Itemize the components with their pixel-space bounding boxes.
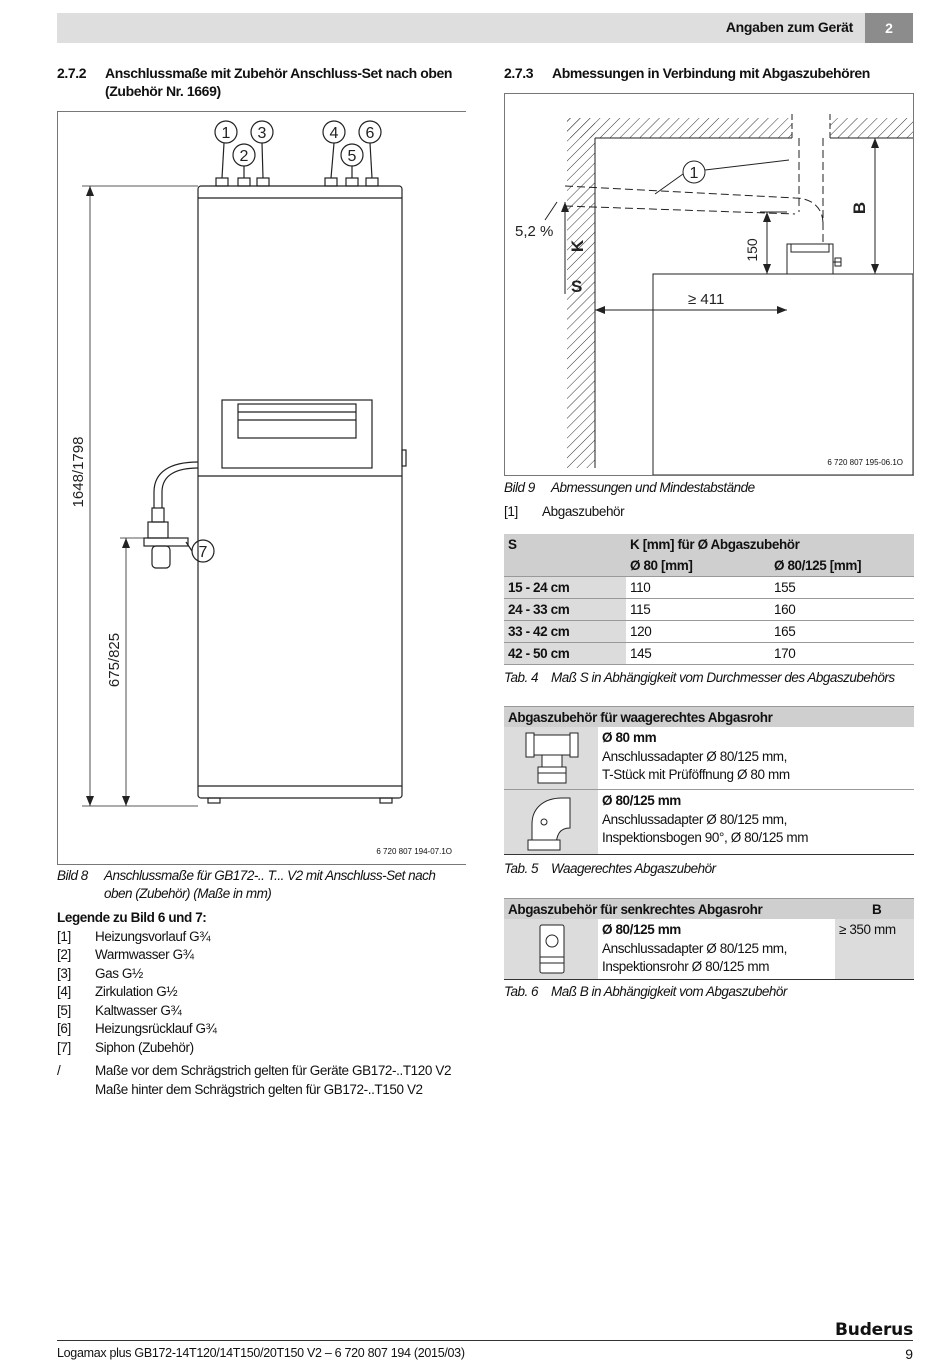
table-4 [504, 534, 914, 665]
label-k: K [568, 239, 587, 253]
table-6 [504, 898, 914, 980]
dim-150: 150 [744, 238, 760, 262]
page-number: 9 [905, 1346, 913, 1362]
table-row [504, 919, 914, 980]
label-s: S [571, 277, 583, 296]
table-6-b-value: ≥ 350 mm [835, 919, 914, 979]
bend-image [504, 790, 598, 854]
legend-item: [7] Siphon (Zubehör) [57, 1039, 194, 1055]
table-row [504, 727, 914, 790]
caption-text-line2: oben (Zubehör) (Maße in mm) [104, 886, 272, 901]
figure-9-legend: [1] Abgaszubehör [504, 504, 625, 519]
table-row: 33 - 42 cm 120 165 [504, 621, 914, 643]
buderus-logo: Buderus [835, 1320, 913, 1340]
table-6-row-text: Ø 80/125 mm Anschlussadapter Ø 80/125 mm, Inspektionsrohr Ø 80/125 mm [602, 922, 788, 974]
col-header-s: S [504, 534, 626, 555]
legend [57, 909, 477, 1099]
callout-4: 4 [329, 125, 339, 142]
section-heading-2-7-2 [57, 64, 477, 100]
section-title-line2: (Zubehör Nr. 1669) [105, 83, 221, 99]
legend-item: [5] Kaltwasser G¾ [57, 1002, 182, 1018]
figure-9-frame [504, 93, 914, 476]
legend-item: [2] Warmwasser G¾ [57, 947, 194, 962]
footer-rule [57, 1340, 913, 1341]
callout-1: 1 [221, 125, 231, 142]
table-row: 15 - 24 cm 110 155 [504, 577, 914, 599]
legend-item: [4] Zirkulation G½ [57, 984, 178, 999]
section-title: Anschlussmaße mit Zubehör Anschluss-Set nach oben [105, 65, 453, 81]
callout-6: 6 [365, 125, 375, 142]
callout-5: 5 [347, 148, 357, 165]
table-subheader-row [504, 555, 914, 577]
col-header-k: K [mm] für Ø Abgaszubehör [626, 534, 914, 555]
col-subheader-80: Ø 80 [mm] [626, 555, 770, 577]
caption-text: Abmessungen und Mindestabstände [551, 480, 755, 495]
section-number: 2.7.2 [57, 65, 87, 81]
legend-title: Legende zu Bild 6 und 7: [57, 910, 207, 925]
figure-9-drawing [505, 94, 913, 475]
caption-label: Bild 8 [57, 868, 88, 883]
figure-8-drawing [58, 112, 466, 864]
page-header [57, 13, 913, 43]
table-row: 42 - 50 cm 145 170 [504, 643, 914, 665]
table-5-row-1-text: Ø 80 mm Anschlussadapter Ø 80/125 mm, T-Stück mit Prüföffnung Ø 80 mm [602, 730, 790, 782]
dim-height: 1648/1798 [70, 436, 87, 508]
slope-label: 5,2 % [515, 223, 554, 240]
figure-9-caption [504, 479, 914, 497]
legend-item: [1] Heizungsvorlauf G¾ [57, 928, 211, 944]
legend-slash-note-2: Maße hinter dem Schrägstrich gelten für GB172-..T150 V2 [95, 1081, 423, 1097]
callout-2: 2 [239, 148, 249, 165]
callout-1: 1 [689, 165, 699, 182]
callout-3: 3 [257, 125, 267, 142]
col-subheader-80-125: Ø 80/125 [mm] [770, 555, 914, 577]
table-header-row [504, 534, 914, 555]
callout-7: 7 [198, 544, 208, 561]
figure-9-code: 6 720 807 195-06.1O [827, 458, 903, 467]
legend-item: [3] Gas G½ [57, 965, 143, 981]
footer-doc: Logamax plus GB172-14T120/14T150/20T150 V2 – 6 720 807 194 (2015/03) [57, 1346, 465, 1360]
table-6-header-b: B [872, 902, 882, 917]
legend-item: [6] Heizungsrücklauf G¾ [57, 1021, 217, 1036]
table-6-header: Abgaszubehör für senkrechtes Abgasrohr B [504, 898, 914, 919]
section-heading-2-7-3 [504, 64, 914, 82]
table-4-caption: Tab. 4 Maß S in Abhängigkeit vom Durchmesser des Abgaszubehörs [504, 670, 895, 685]
dim-411: ≥ 411 [688, 291, 725, 308]
figure-8-frame [57, 111, 466, 865]
header-title: Angaben zum Gerät [725, 19, 853, 35]
label-b: B [850, 201, 869, 215]
table-row [504, 790, 914, 855]
figure-8-caption [57, 867, 467, 903]
section-title: Abmessungen in Verbindung mit Abgaszubehören [552, 65, 870, 81]
table-5-caption: Tab. 5 Waagerechtes Abgaszubehör [504, 861, 716, 876]
table-5 [504, 706, 914, 855]
table-5-header: Abgaszubehör für waagerechtes Abgasrohr [504, 706, 914, 727]
inspection-pipe-image [504, 919, 598, 979]
table-6-caption: Tab. 6 Maß B in Abhängigkeit vom Abgaszubehör [504, 984, 787, 999]
table-row: 24 - 33 cm 115 160 [504, 599, 914, 621]
table-5-row-2-text: Ø 80/125 mm Anschlussadapter Ø 80/125 mm, Inspektionsbogen 90°, Ø 80/125 mm [602, 793, 809, 845]
dim-siphon: 675/825 [106, 632, 123, 688]
legend-slash-note: / Maße vor dem Schrägstrich gelten für Geräte GB172-..T120 V2 [57, 1063, 452, 1078]
figure-8-code: 6 720 807 194-07.1O [376, 847, 452, 856]
caption-label: Bild 9 [504, 480, 535, 495]
caption-text: Anschlussmaße für GB172-.. T... V2 mit Anschluss-Set nach [104, 868, 436, 883]
chapter-number: 2 [865, 13, 913, 43]
section-number: 2.7.3 [504, 65, 534, 81]
t-piece-image [504, 727, 598, 789]
